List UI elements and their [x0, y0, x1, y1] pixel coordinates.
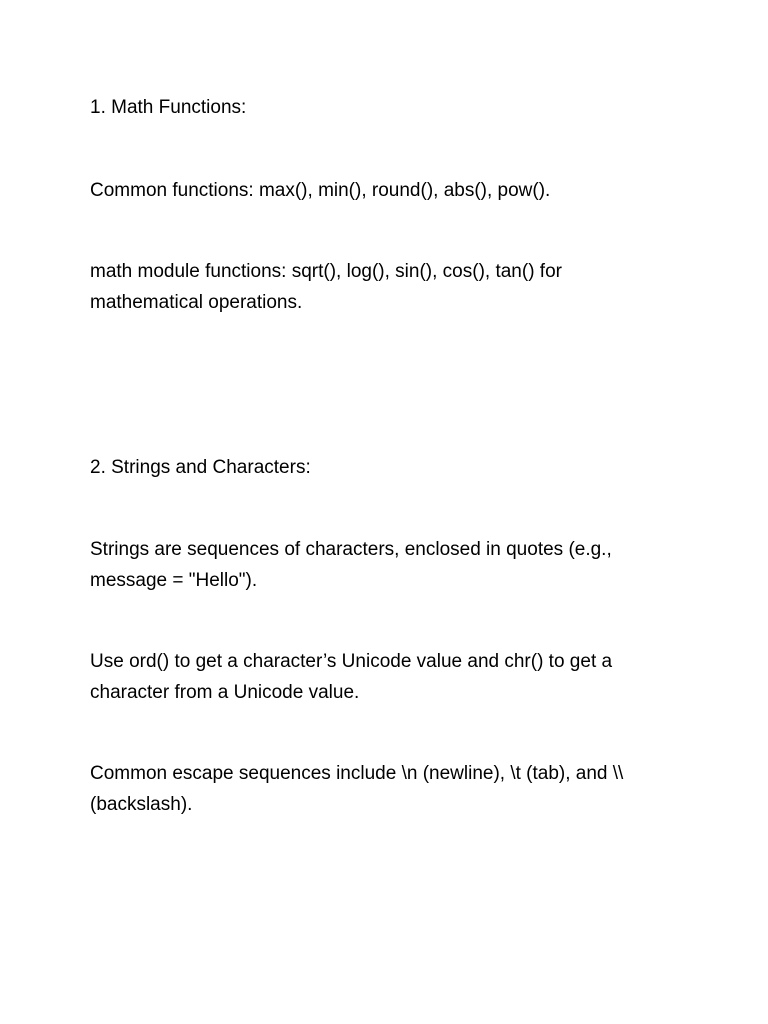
heading-text: 1. Math Functions:: [90, 97, 247, 118]
paragraph-line: message = "Hello").: [90, 570, 258, 591]
paragraph-line: math module functions: sqrt(), log(), sin(), cos(), tan() for: [90, 261, 562, 282]
paragraph-line: mathematical operations.: [90, 292, 303, 313]
paragraph-line: Common functions: max(), min(), round(), abs(), pow().: [90, 180, 551, 201]
paragraph-line: Common escape sequences include \n (newline), \t (tab), and \\: [90, 763, 624, 784]
section-heading-strings: [90, 452, 690, 483]
section-heading-math: [90, 92, 690, 123]
paragraph-common-functions: [90, 175, 690, 206]
paragraph-strings-definition: [90, 534, 690, 596]
paragraph-line: (backslash).: [90, 794, 193, 815]
paragraph-math-module: [90, 256, 690, 318]
paragraph-line: character from a Unicode value.: [90, 682, 360, 703]
paragraph-line: Strings are sequences of characters, enclosed in quotes (e.g.,: [90, 539, 612, 560]
paragraph-line: Use ord() to get a character’s Unicode value and chr() to get a: [90, 651, 613, 672]
paragraph-escape-sequences: [90, 758, 690, 820]
heading-text: 2. Strings and Characters:: [90, 457, 311, 478]
paragraph-ord-chr: [90, 646, 690, 708]
